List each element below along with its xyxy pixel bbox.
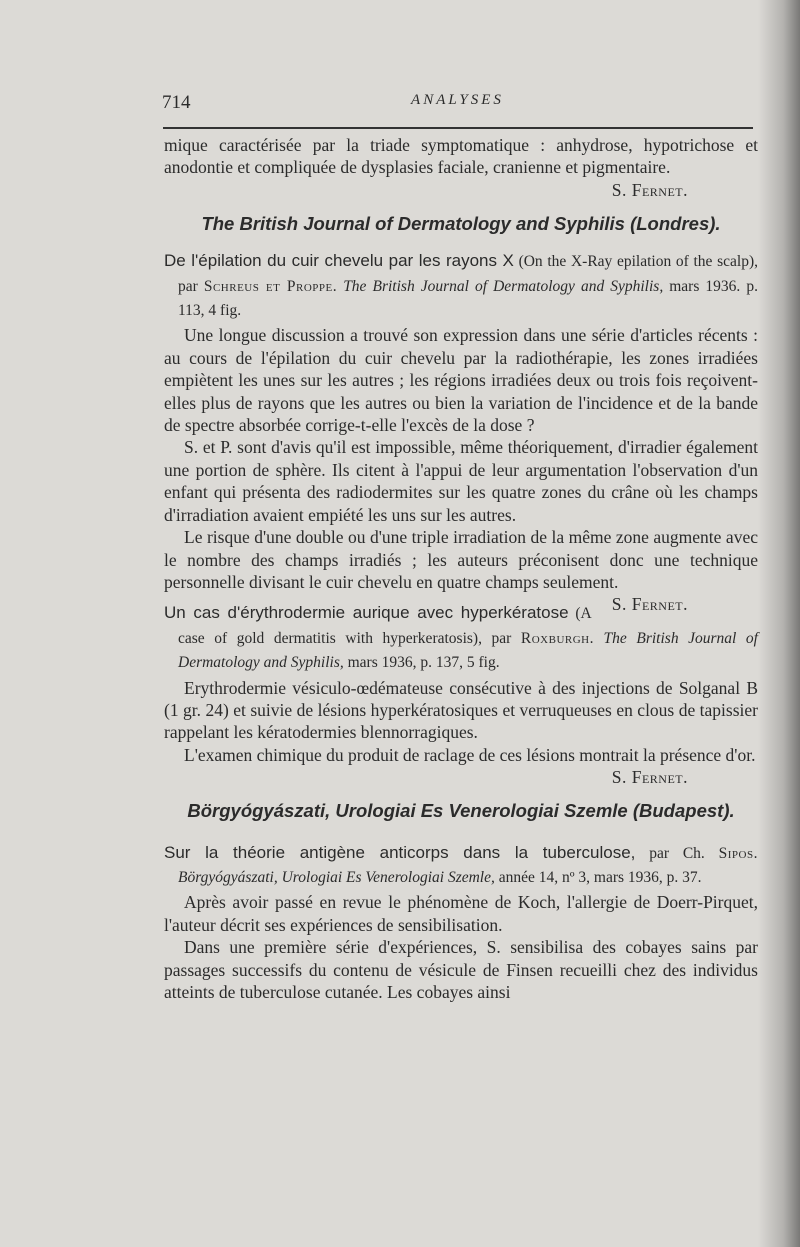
article-paragraph: Le risque d'une double ou d'une triple irradiation de la même zone augmente avec le nombre des champs irradiés ; les auteurs préconisent donc une technique personnelle divisant le cuir chevelu en quatre champs seulement. S. Fernet.	[164, 527, 758, 615]
article-paragraph: Après avoir passé en revue le phénomène de Koch, l'allergie de Doerr-Pirquet, l'auteur décrit ses expériences de sensibilisation.	[164, 892, 758, 935]
article-title: De l'épilation du cuir chevelu par les rayons X	[164, 251, 514, 271]
article-paragraph: Dans une première série d'expériences, S. sensibilisa des cobayes sains par passages successifs du contenu de vésicule de Finsen recueilli chez des individus atteints de tuberculose cutanée. Les cobayes ainsi	[164, 937, 758, 1002]
header-rule	[163, 127, 753, 129]
article-title: Sur la théorie antigène anticorps dans la tuberculose,	[164, 842, 636, 862]
journal-heading: Börgyógyászati, Urologiai Es Venerologiai Szemle (Budapest).	[187, 800, 735, 822]
article-authors: Schreus et Proppe.	[203, 277, 338, 295]
article-reference: Sur la théorie antigène anticorps dans la tuberculose, par Ch. Sipos. Börgyógyászati, Urologiai Es Venerologiai Szemle, année 14, nº 3, mars 1936, p. 37.	[164, 842, 758, 886]
page-content	[164, 134, 758, 1003]
running-head: ANALYSES	[411, 92, 504, 108]
signature: S. Fernet.	[611, 767, 688, 788]
page-edge-shadow	[758, 0, 800, 1247]
article-paragraph: S. et P. sont d'avis qu'il est impossible, même théoriquement, d'irradier également une portion de sphère. Ils citent à l'appui de leur argumentation l'observation d'un enfant qui présenta des radiodermites sur les quatre zones du crâne où les champs d'irradiation avaient empiété les uns sur les autres.	[164, 437, 758, 525]
signature: S. Fernet.	[611, 594, 688, 615]
article-reference: De l'épilation du cuir chevelu par les rayons X (On the X-Ray epilation of the scalp), par Schreus et Proppe. The British Journal of Dermatology and Syphilis, mars 1936. p. 113, 4 fig.	[164, 251, 758, 320]
article-authors: Sipos.	[718, 844, 758, 862]
article-paragraph: Erythrodermie vésiculo-œdémateuse consécutive à des injections de Solganal B (1 gr. 24) et suivie de lésions hyperkératosiques et verruqueuses en clous de tapissier rappelant les kératodermies blennorragiques.	[164, 677, 758, 743]
page-number: 714	[162, 92, 191, 113]
article-paragraph: Une longue discussion a trouvé son expression dans une série d'articles récents : au cours de l'épilation du cuir chevelu par la radiothérapie, les zones irradiées empiètent les unes sur les autres ; les régions irradiées deux ou trois fois reçoivent-elles plus de rayons que les autres ou bien la variation de l'incidence et de la bande de spectre absorbée corrige-t-elle l'excès de la dose ?	[164, 325, 758, 436]
article-paragraph: L'examen chimique du produit de raclage de ces lésions montrait la présence d'or. S. Fernet.	[184, 744, 756, 788]
signature: S. Fernet.	[611, 179, 688, 200]
page-header	[160, 90, 755, 116]
continuation-paragraph: mique caractérisée par la triade symptomatique : anhydrose, hypotrichose et anodontie et compliquée de dysplasies faciale, cranienne et pigmentaire. S. Fernet.	[164, 135, 758, 200]
article-title: Un cas d'érythrodermie aurique avec hyperkératose	[164, 603, 569, 623]
article-authors: Roxburgh.	[520, 629, 594, 647]
article-reference: Un cas d'érythrodermie aurique avec hyperkératose (A case of gold dermatitis with hyperkeratosis), par Roxburgh. The British Journal of Dermatology and Syphilis, mars 1936, p. 137, 5 fig.	[164, 603, 758, 672]
journal-heading: The British Journal of Dermatology and Syphilis (Londres).	[201, 212, 721, 234]
